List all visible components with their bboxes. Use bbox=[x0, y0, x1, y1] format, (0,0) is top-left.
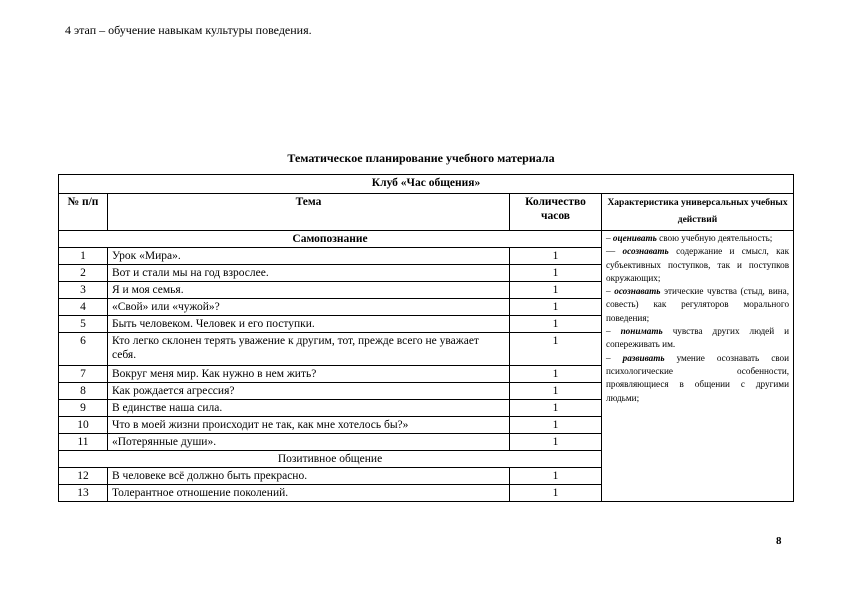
row-hours: 1 bbox=[510, 299, 602, 316]
row-number: 10 bbox=[59, 417, 108, 434]
row-topic: Толерантное отношение поколений. bbox=[108, 485, 510, 502]
row-hours: 1 bbox=[510, 485, 602, 502]
row-hours: 1 bbox=[510, 366, 602, 383]
row-hours: 1 bbox=[510, 383, 602, 400]
row-number: 9 bbox=[59, 400, 108, 417]
column-header-num: № п/п bbox=[59, 194, 108, 231]
characteristic-item: – оценивать свою учебную деятельность; bbox=[606, 233, 773, 243]
row-hours: 1 bbox=[510, 417, 602, 434]
section-title-self-knowledge: Самопознание bbox=[59, 231, 602, 248]
row-number: 11 bbox=[59, 434, 108, 451]
row-hours: 1 bbox=[510, 468, 602, 485]
characteristic-item: – развивать умение осознавать свои психологические особенности, проявляющиеся в общении с другими людьми; bbox=[606, 352, 790, 403]
row-topic: Быть человеком. Человек и его поступки. bbox=[108, 316, 510, 333]
section-title-positive-communication: Позитивное общение bbox=[59, 451, 602, 468]
row-topic: Что в моей жизни происходит не так, как мне хотелось бы?» bbox=[108, 417, 510, 434]
row-number: 6 bbox=[59, 333, 108, 366]
row-number: 1 bbox=[59, 248, 108, 265]
row-hours: 1 bbox=[510, 248, 602, 265]
row-topic: Вот и стали мы на год взрослее. bbox=[108, 265, 510, 282]
row-hours: 1 bbox=[510, 282, 602, 299]
characteristic-item: – понимать чувства других людей и сопереживать им. bbox=[606, 326, 790, 350]
column-header-characteristics: Характеристика универсальных учебных действий bbox=[602, 194, 794, 231]
row-number: 5 bbox=[59, 316, 108, 333]
column-header-hours: Количество часов bbox=[510, 194, 602, 231]
row-topic: В единстве наша сила. bbox=[108, 400, 510, 417]
column-header-topic: Тема bbox=[108, 194, 510, 231]
row-number: 3 bbox=[59, 282, 108, 299]
row-topic: Вокруг меня мир. Как нужно в нем жить? bbox=[108, 366, 510, 383]
row-topic: Я и моя семья. bbox=[108, 282, 510, 299]
page-number: 8 bbox=[776, 535, 782, 547]
row-hours: 1 bbox=[510, 265, 602, 282]
row-topic: Урок «Мира». bbox=[108, 248, 510, 265]
row-number: 7 bbox=[59, 366, 108, 383]
row-number: 8 bbox=[59, 383, 108, 400]
row-number: 2 bbox=[59, 265, 108, 282]
row-topic: «Свой» или «чужой»? bbox=[108, 299, 510, 316]
characteristic-item: — осознавать содержание и смысл, как субъективных поступков, так и поступков окружающих; bbox=[606, 246, 790, 283]
row-number: 12 bbox=[59, 468, 108, 485]
row-topic: Как рождается агрессия? bbox=[108, 383, 510, 400]
planning-table bbox=[58, 174, 794, 502]
characteristic-item: – осознавать этические чувства (стыд, вина, совесть) как регуляторов морального поведения; bbox=[606, 286, 790, 323]
row-hours: 1 bbox=[510, 316, 602, 333]
row-hours: 1 bbox=[510, 400, 602, 417]
row-hours: 1 bbox=[510, 434, 602, 451]
page-heading: 4 этап – обучение навыкам культуры поведения. bbox=[65, 23, 312, 37]
row-number: 4 bbox=[59, 299, 108, 316]
club-title: Клуб «Час общения» bbox=[59, 175, 794, 194]
row-hours: 1 bbox=[510, 333, 602, 366]
row-number: 13 bbox=[59, 485, 108, 502]
characteristics-cell bbox=[602, 231, 794, 502]
table-title: Тематическое планирование учебного материала bbox=[287, 151, 555, 165]
row-topic: Кто легко склонен терять уважение к другим, тот, прежде всего не уважает себя. bbox=[108, 333, 510, 366]
row-topic: В человеке всё должно быть прекрасно. bbox=[108, 468, 510, 485]
row-topic: «Потерянные души». bbox=[108, 434, 510, 451]
